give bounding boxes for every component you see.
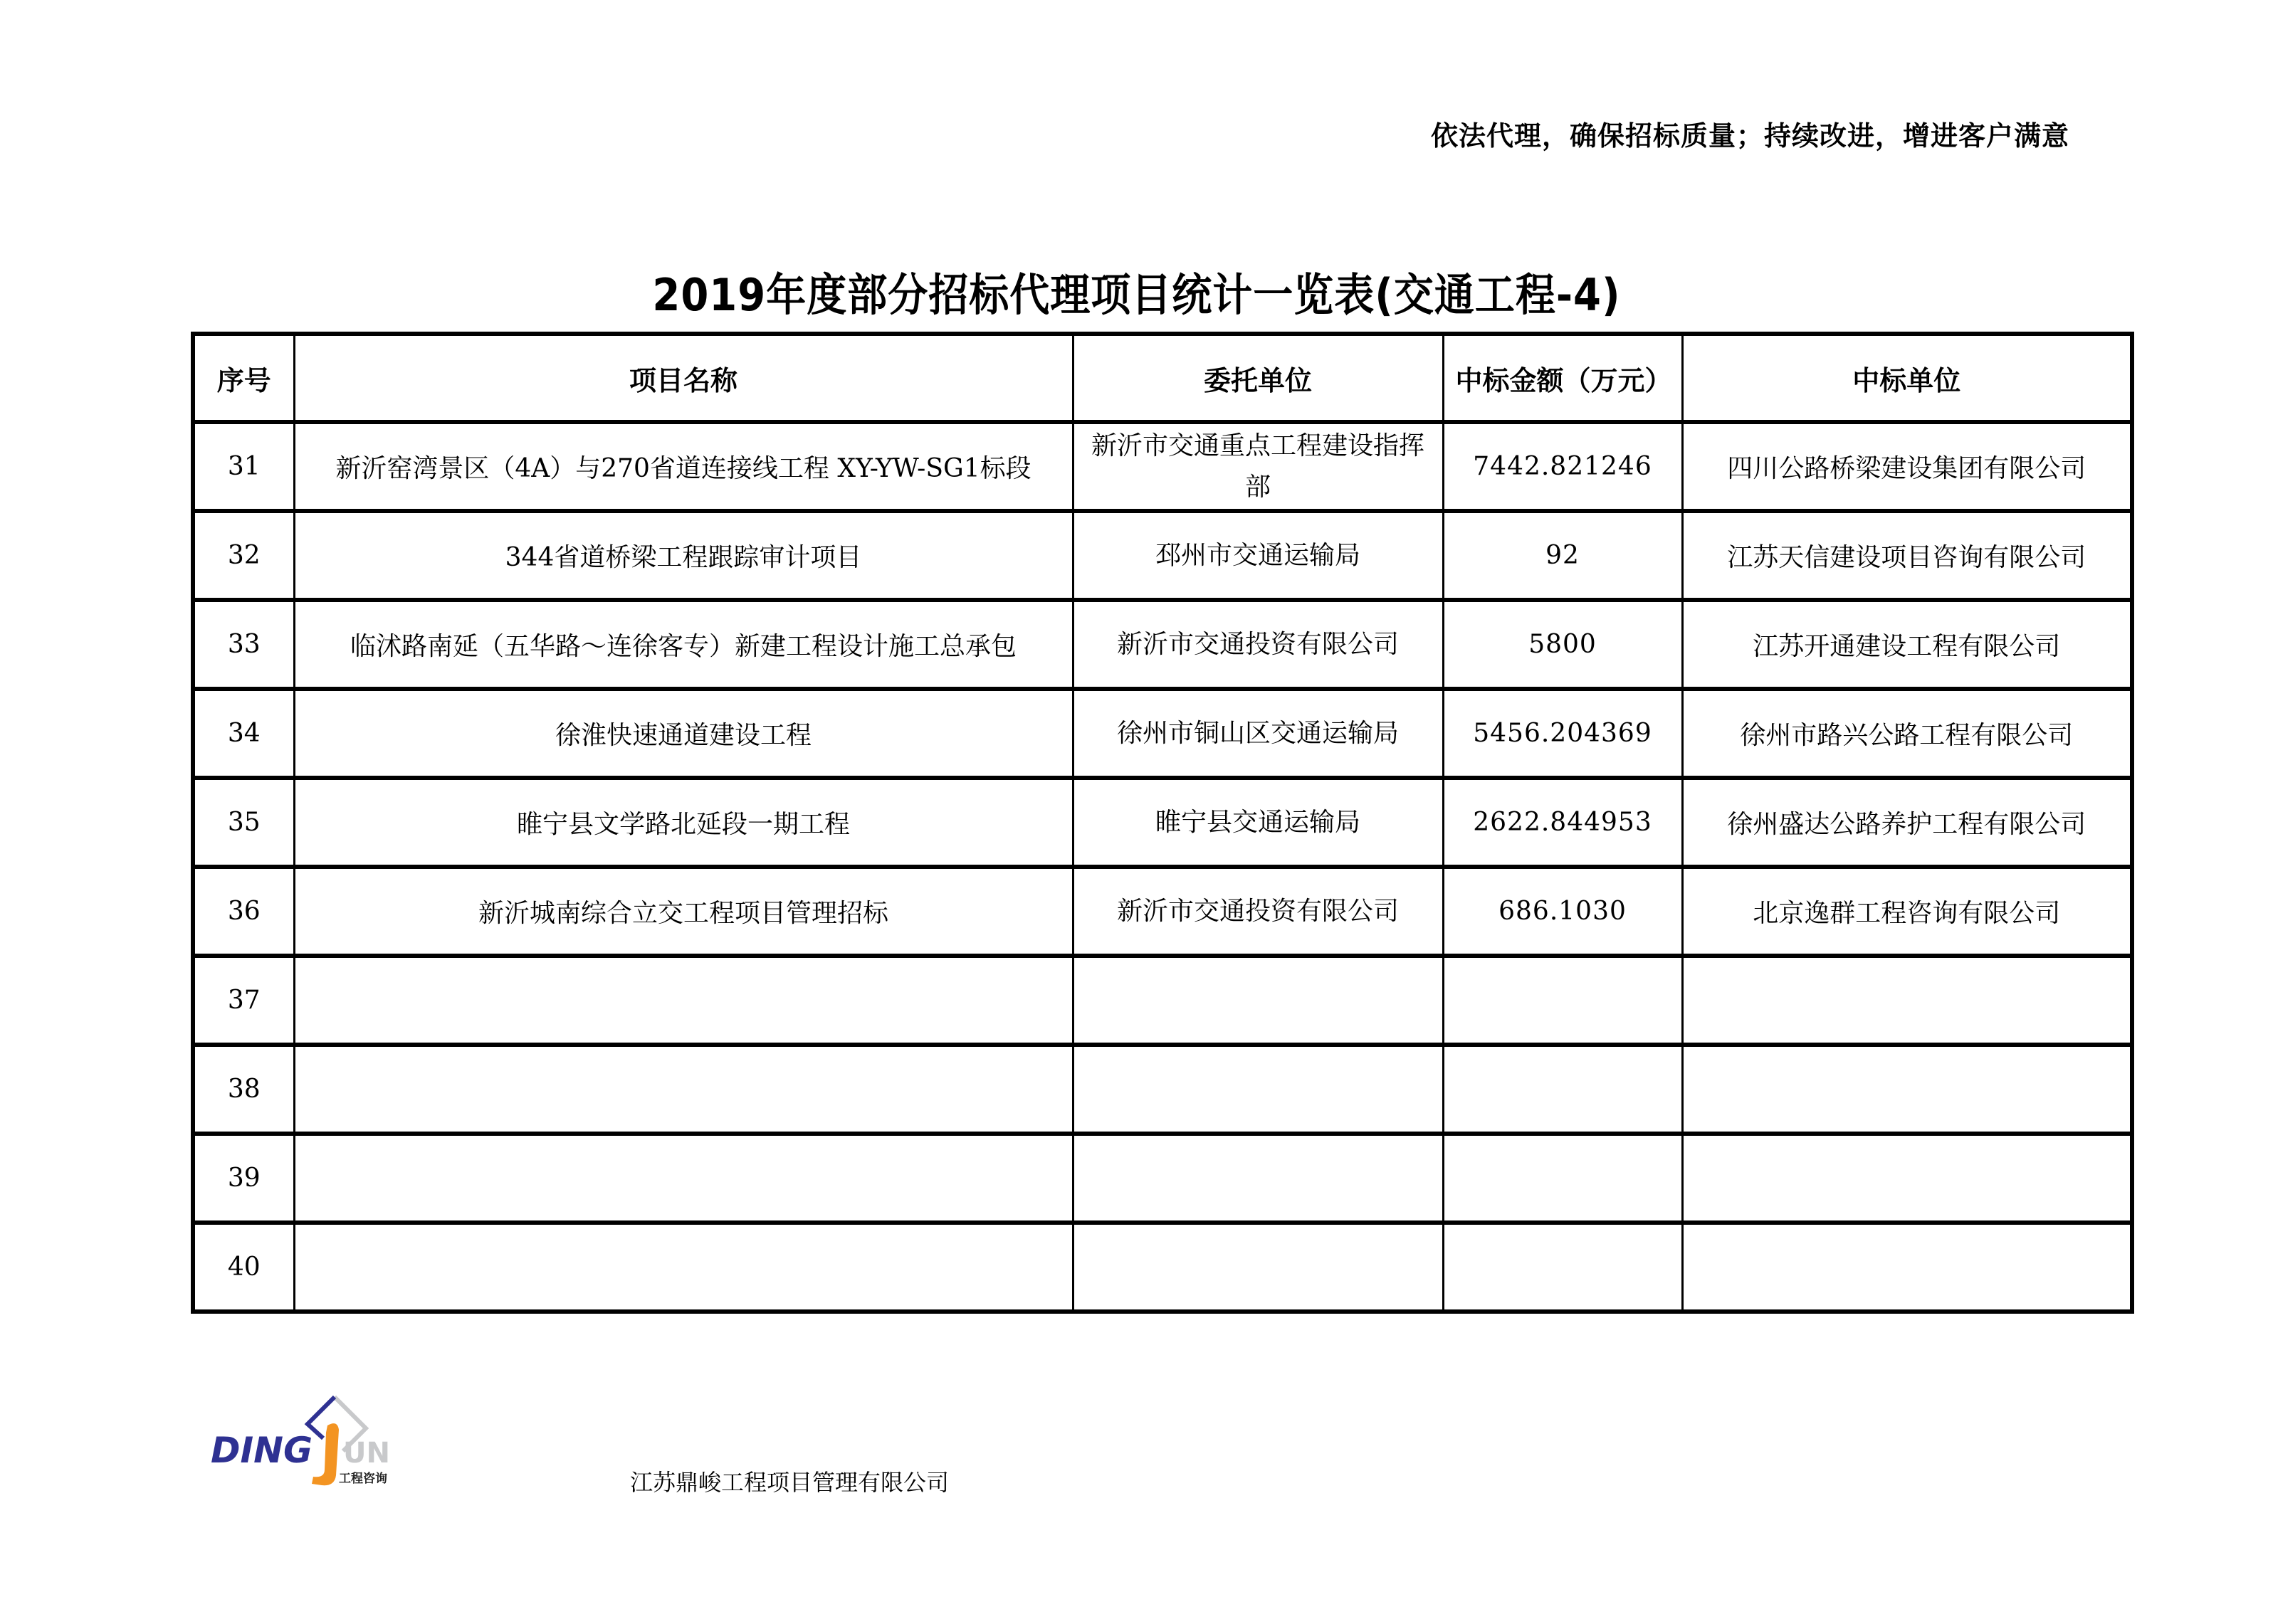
cell-winner: 江苏开通建设工程有限公司 (1682, 600, 2132, 689)
cell-project-name (294, 1045, 1073, 1134)
cell-project-name: 344省道桥梁工程跟踪审计项目 (294, 511, 1073, 600)
cell-seq: 34 (193, 689, 294, 778)
cell-project-name: 睢宁县文学路北延段一期工程 (294, 778, 1073, 867)
cell-amount (1443, 1223, 1682, 1312)
column-header-amount: 中标金额（万元） (1443, 334, 1682, 422)
cell-client (1073, 1134, 1443, 1223)
cell-amount (1443, 956, 1682, 1045)
table-row (193, 1134, 2132, 1223)
cell-client: 邳州市交通运输局 (1073, 511, 1443, 600)
cell-project-name: 徐淮快速通道建设工程 (294, 689, 1073, 778)
cell-winner: 徐州盛达公路养护工程有限公司 (1682, 778, 2132, 867)
cell-client (1073, 956, 1443, 1045)
logo-subtitle: 工程咨询 (339, 1472, 387, 1486)
cell-seq: 40 (193, 1223, 294, 1312)
cell-seq: 31 (193, 422, 294, 511)
header-slogan: 依法代理，确保招标质量；持续改进，增进客户满意 (1431, 120, 2070, 152)
cell-client: 新沂市交通投资有限公司 (1073, 867, 1443, 956)
cell-seq: 33 (193, 600, 294, 689)
cell-amount (1443, 1045, 1682, 1134)
table-header-row (193, 334, 2132, 422)
cell-winner (1682, 1045, 2132, 1134)
cell-seq: 36 (193, 867, 294, 956)
cell-project-name (294, 1134, 1073, 1223)
cell-seq: 39 (193, 1134, 294, 1223)
cell-client: 徐州市铜山区交通运输局 (1073, 689, 1443, 778)
column-header-client: 委托单位 (1073, 334, 1443, 422)
logo-text-ding: DING (211, 1430, 313, 1471)
cell-project-name: 临沭路南延（五华路～连徐客专）新建工程设计施工总承包 (294, 600, 1073, 689)
company-logo (208, 1391, 400, 1491)
cell-amount: 92 (1443, 511, 1682, 600)
cell-winner (1682, 1134, 2132, 1223)
cell-project-name: 新沂城南综合立交工程项目管理招标 (294, 867, 1073, 956)
table-row (193, 600, 2132, 689)
table-row (193, 867, 2132, 956)
footer-company-name: 江苏鼎峻工程项目管理有限公司 (630, 1469, 950, 1496)
cell-winner: 北京逸群工程咨询有限公司 (1682, 867, 2132, 956)
cell-seq: 35 (193, 778, 294, 867)
cell-seq: 37 (193, 956, 294, 1045)
column-header-seq: 序号 (193, 334, 294, 422)
cell-amount: 5456.204369 (1443, 689, 1682, 778)
cell-winner: 江苏天信建设项目咨询有限公司 (1682, 511, 2132, 600)
column-header-winner: 中标单位 (1682, 334, 2132, 422)
cell-client (1073, 1045, 1443, 1134)
cell-winner: 徐州市路兴公路工程有限公司 (1682, 689, 2132, 778)
cell-client (1073, 1223, 1443, 1312)
cell-project-name (294, 956, 1073, 1045)
cell-client: 新沂市交通投资有限公司 (1073, 600, 1443, 689)
cell-winner (1682, 956, 2132, 1045)
logo-text-un: UN (343, 1437, 390, 1470)
cell-amount: 686.1030 (1443, 867, 1682, 956)
cell-amount: 7442.821246 (1443, 422, 1682, 511)
cell-winner: 四川公路桥梁建设集团有限公司 (1682, 422, 2132, 511)
cell-amount: 2622.844953 (1443, 778, 1682, 867)
table-row (193, 778, 2132, 867)
table-row (193, 511, 2132, 600)
cell-client: 新沂市交通重点工程建设指挥部 (1073, 422, 1443, 511)
cell-project-name: 新沂窑湾景区（4A）与270省道连接线工程 XY-YW-SG1标段 (294, 422, 1073, 511)
cell-project-name (294, 1223, 1073, 1312)
table-row (193, 1223, 2132, 1312)
cell-client: 睢宁县交通运输局 (1073, 778, 1443, 867)
cell-seq: 38 (193, 1045, 294, 1134)
table-row (193, 689, 2132, 778)
table-row (193, 1045, 2132, 1134)
table-row (193, 422, 2132, 511)
project-table (191, 332, 2134, 1314)
cell-amount (1443, 1134, 1682, 1223)
column-header-project-name: 项目名称 (294, 334, 1073, 422)
cell-amount: 5800 (1443, 600, 1682, 689)
document-title: 2019年度部分招标代理项目统计一览表(交通工程-4) (652, 269, 1621, 322)
table-row (193, 956, 2132, 1045)
dingjun-logo-icon (208, 1391, 400, 1491)
cell-seq: 32 (193, 511, 294, 600)
cell-winner (1682, 1223, 2132, 1312)
